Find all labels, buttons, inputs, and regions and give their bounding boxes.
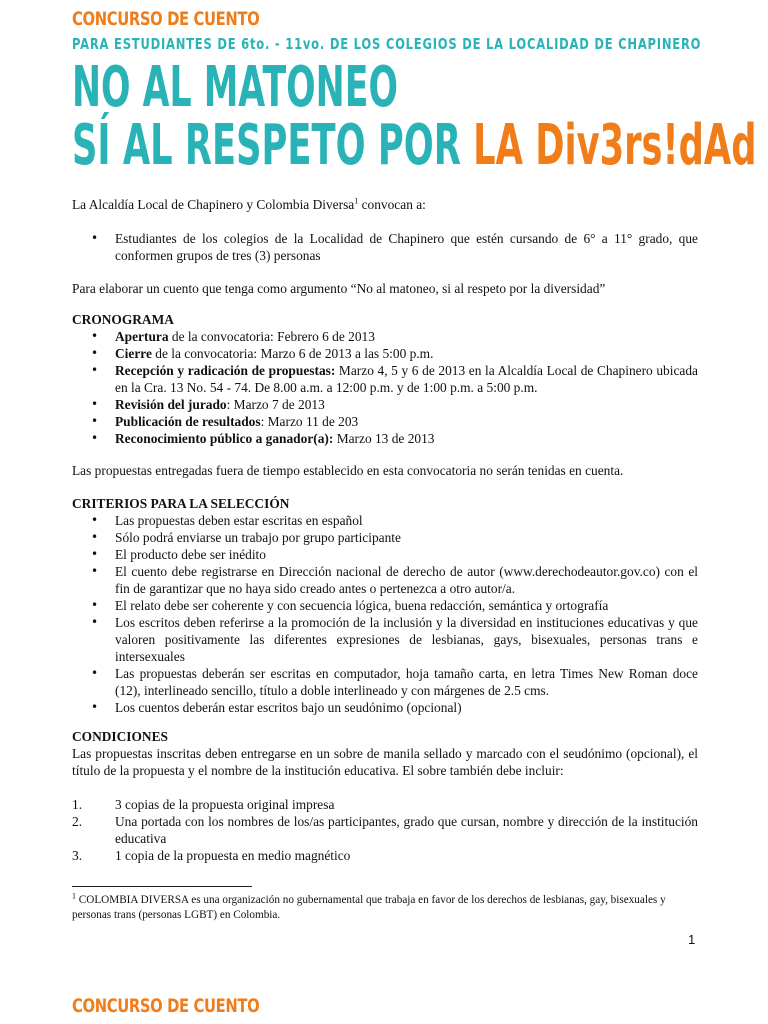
list-item-text: 3 copias de la propuesta original impresa xyxy=(115,797,335,812)
late-note-paragraph xyxy=(72,462,698,479)
list-item: • Los escritos deben referirse a la promoción de la inclusión y la diversidad en instituciones educativas y que valoren positivamente las diferentes expresiones de lesbianas, gays, bisexuales, personas trans e intersexuales xyxy=(72,614,698,665)
slogan-line-1: NO AL MATONEO xyxy=(72,55,398,120)
list-item: • El producto debe ser inédito xyxy=(72,546,698,563)
list-item: • Estudiantes de los colegios de la Localidad de Chapinero que estén cursando de 6° a 11° grado, que conformen grupos de tres (3) personas xyxy=(72,230,698,264)
list-number: 1. xyxy=(72,797,83,812)
condiciones-heading: CONDICIONES xyxy=(72,729,168,744)
schedule-item-value: de la convocatoria: Febrero 6 de 2013 xyxy=(168,329,375,344)
condiciones-list xyxy=(72,796,698,864)
slogan-diversity-accent: LA Div3rs!dAd xyxy=(473,113,757,178)
criterios-heading: CRITERIOS PARA LA SELECCIÓN xyxy=(72,496,290,511)
schedule-item-value: : Marzo 7 de 2013 xyxy=(226,397,325,412)
intro-paragraph xyxy=(72,196,698,213)
next-page-contest-title: CONCURSO DE CUENTO xyxy=(72,995,260,1017)
schedule-item-label: Recepción y radicación de propuestas: xyxy=(115,363,336,378)
schedule-item xyxy=(72,413,698,430)
list-item xyxy=(72,847,698,864)
intro-text-a: La Alcaldía Local de Chapinero y Colombia Diversa xyxy=(72,197,355,212)
purpose-text: Para elaborar un cuento que tenga como argumento “No al matoneo, si al respeto por la diversidad” xyxy=(72,281,606,296)
list-item: • Sólo podrá enviarse un trabajo por grupo participante xyxy=(72,529,698,546)
late-note-text: Las propuestas entregadas fuera de tiempo establecido en esta convocatoria no serán tenidas en cuenta. xyxy=(72,463,624,478)
schedule-item-value: Marzo 4, 5 y 6 de 2013 en la Alcaldía Local de Chapinero ubicada en la Cra. 13 No. 54 - 74. De 8.00 a.m. a 12:00 p.m. y de 1:00 p.m. a 5:00 p.m. xyxy=(115,363,698,395)
schedule-item xyxy=(72,328,698,345)
schedule-item xyxy=(72,345,698,362)
list-number: 2. xyxy=(72,814,83,829)
schedule-item-label: Reconocimiento público a ganador(a): xyxy=(115,431,334,446)
schedule-item-value: : Marzo 11 de 203 xyxy=(260,414,359,429)
slogan-line-2-main: SÍ AL RESPETO POR xyxy=(72,113,474,178)
list-item xyxy=(72,813,698,847)
footnote-text: COLOMBIA DIVERSA es una organización no gubernamental que trabaja en favor de los derechos de lesbianas, gay, bisexuales y personas trans (personas LGBT) en Colombia. xyxy=(72,894,666,921)
schedule-item-value: de la convocatoria: Marzo 6 de 2013 a las 5:00 p.m. xyxy=(151,346,434,361)
condiciones-text: Las propuestas inscritas deben entregarse en un sobre de manila sellado y marcado con el seudónimo (opcional), el título de la propuesta y el nombre de la institución educativa. El sobre también debe incluir: xyxy=(72,746,698,778)
slogan-line-2 xyxy=(72,114,756,178)
footnote xyxy=(72,893,698,923)
footnote-divider xyxy=(72,886,252,887)
cronograma-section xyxy=(72,311,698,447)
list-item: • El relato debe ser coherente y con secuencia lógica, buena redacción, semántica y ortografía xyxy=(72,597,698,614)
schedule-item-label: Apertura xyxy=(115,329,169,344)
cronograma-heading: CRONOGRAMA xyxy=(72,312,174,327)
purpose-paragraph xyxy=(72,280,698,297)
schedule-item xyxy=(72,396,698,413)
footnote-mark: 1 xyxy=(72,891,76,901)
page-number: 1 xyxy=(688,932,696,947)
schedule-item-label: Revisión del jurado xyxy=(115,397,227,412)
contest-title: CONCURSO DE CUENTO xyxy=(72,8,260,30)
schedule-item-label: Publicación de resultados xyxy=(115,414,261,429)
schedule-item xyxy=(72,430,698,447)
contest-subtitle: PARA ESTUDIANTES DE 6to. - 11vo. DE LOS COLEGIOS DE LA LOCALIDAD DE CHAPINERO xyxy=(72,35,702,53)
schedule-item-label: Cierre xyxy=(115,346,152,361)
criterios-section xyxy=(72,495,698,716)
list-number: 3. xyxy=(72,848,83,863)
audience-list xyxy=(72,230,698,264)
list-item-text: Una portada con los nombres de los/as participantes, grado que cursan, nombre y dirección de la institución educativa xyxy=(115,814,698,846)
list-item xyxy=(72,796,698,813)
intro-text-b: convocan a: xyxy=(358,197,426,212)
schedule-item xyxy=(72,362,698,396)
list-item: • Las propuestas deberán ser escritas en computador, hoja tamaño carta, en letra Times New Roman doce (12), interlineado sencillo, título a doble interlineado y con márgenes de 2.5 cms. xyxy=(72,665,698,699)
list-item: • El cuento debe registrarse en Dirección nacional de derecho de autor (www.derechodeautor.gov.co) con el fin de garantizar que no haya sido creado antes o pertenezca a otro autor/a. xyxy=(72,563,698,597)
list-item: • Las propuestas deben estar escritas en español xyxy=(72,512,698,529)
list-item-text: 1 copia de la propuesta en medio magnético xyxy=(115,848,351,863)
list-item: • Los cuentos deberán estar escritos bajo un seudónimo (opcional) xyxy=(72,699,698,716)
footnote-ref: 1 xyxy=(354,196,359,206)
condiciones-section xyxy=(72,728,698,779)
schedule-item-value: Marzo 13 de 2013 xyxy=(333,431,435,446)
